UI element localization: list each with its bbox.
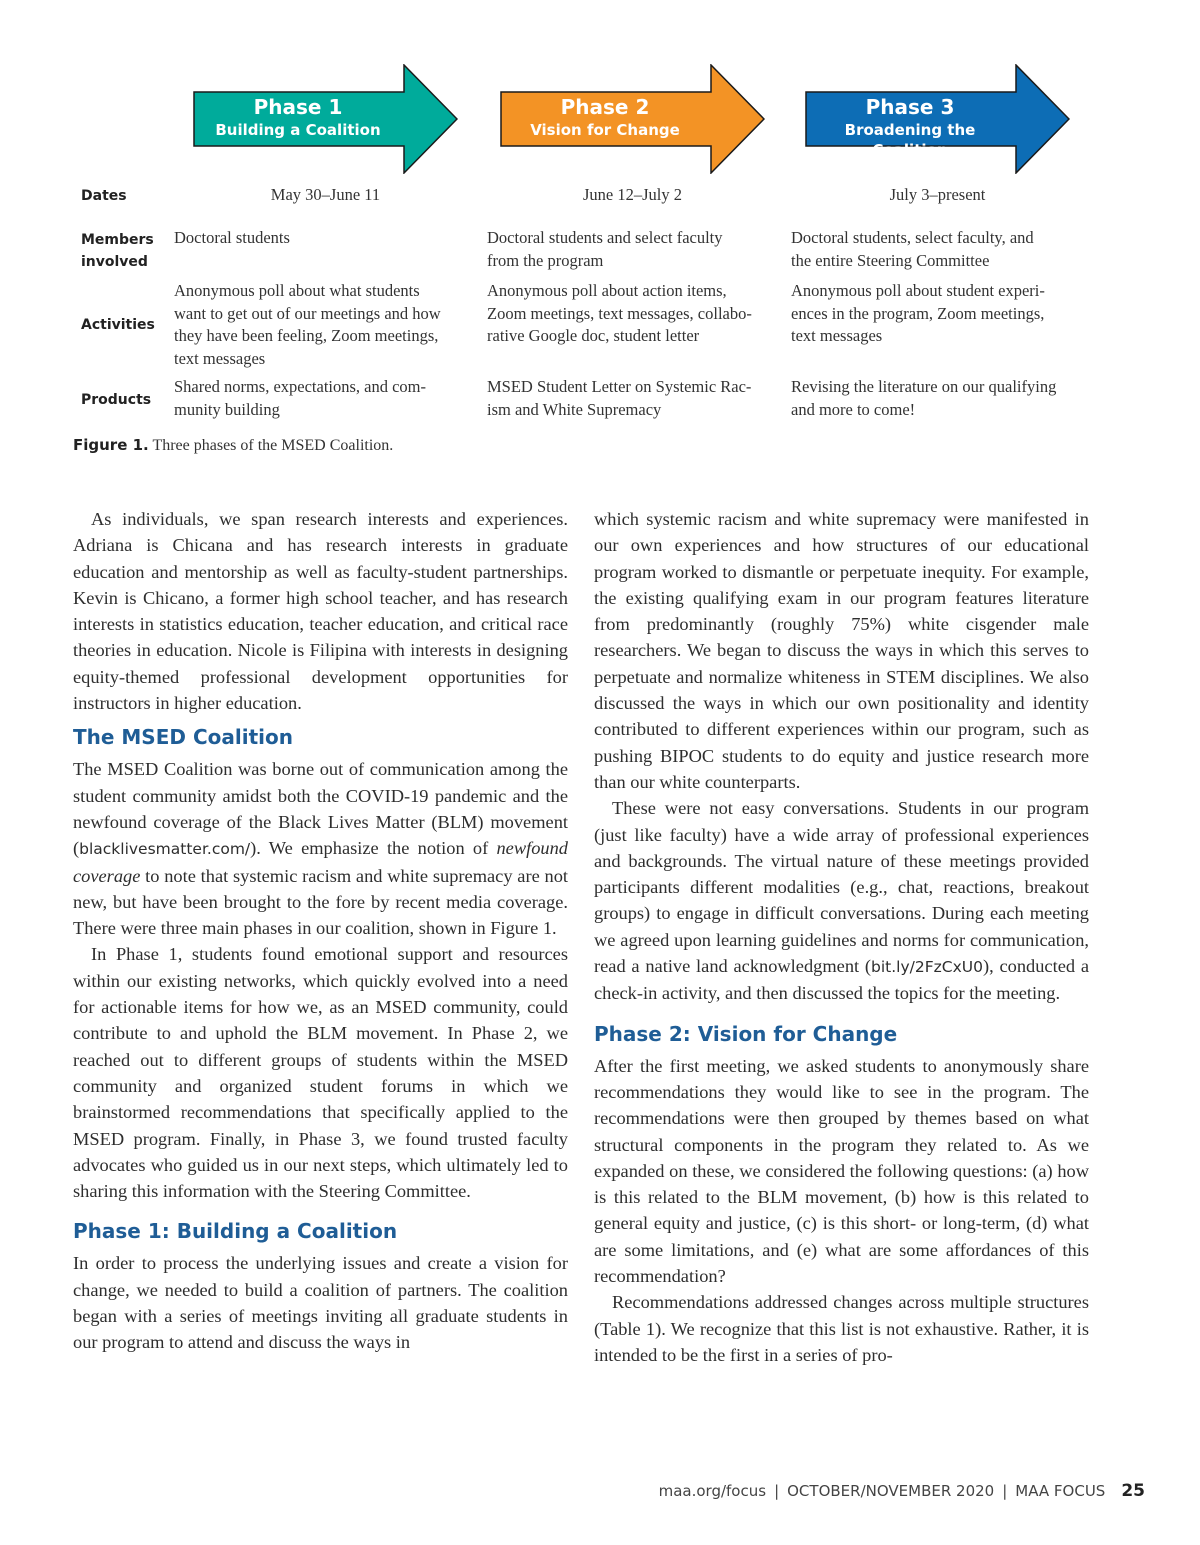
activities-phase-1-line: want to get out of our meetings and how bbox=[174, 303, 441, 323]
products-phase-3-line: Revising the literature on our qualifying bbox=[791, 377, 1057, 396]
paragraph-text: ), conducted a check-in activity, and then discussed the topics for the meeting. bbox=[594, 956, 1089, 1004]
blacklivesmatter-link[interactable]: blacklivesmatter.com/ bbox=[79, 840, 251, 859]
members-phase-2-line: from the program bbox=[487, 250, 604, 270]
products-phase-2-line: ism and White Supremacy bbox=[487, 399, 662, 419]
figure-caption-text: Three phases of the MSED Coalition. bbox=[148, 437, 394, 454]
products-phase-2 bbox=[487, 376, 751, 421]
figure-caption-label: Figure 1. bbox=[73, 436, 149, 454]
phase-2-subtitle: Vision for Change bbox=[530, 121, 680, 139]
date-phase-3: July 3–present bbox=[889, 185, 986, 204]
section-heading-msed-coalition: The MSED Coalition bbox=[73, 725, 293, 750]
row-label-dates: Dates bbox=[81, 188, 127, 204]
paragraph-text: to note that systemic racism and white supremacy are not new, but have been brought to the fore by recent media coverage. There were three main phases in our coalition, shown in Figure 1. bbox=[73, 865, 568, 939]
footer-separator: | bbox=[1002, 1482, 1008, 1500]
phase-3-label bbox=[805, 94, 1015, 160]
activities-phase-1-line: text messages bbox=[174, 348, 266, 368]
section-heading-phase-2: Phase 2: Vision for Change bbox=[594, 1021, 898, 1046]
products-phase-1-line: munity building bbox=[174, 399, 280, 419]
page-number: 25 bbox=[1121, 1481, 1145, 1501]
section-heading-phase-1: Phase 1: Building a Coalition bbox=[73, 1219, 398, 1244]
activities-phase-1 bbox=[174, 280, 441, 370]
row-label-activities: Activities bbox=[81, 317, 155, 333]
products-phase-1 bbox=[174, 376, 426, 421]
activities-phase-3-line: ences in the program, Zoom meetings, bbox=[791, 303, 1045, 323]
members-phase-2-line: Doctoral students and select faculty bbox=[487, 228, 723, 247]
members-phase-1-line: Doctoral students bbox=[174, 228, 290, 247]
page-footer bbox=[659, 1481, 1145, 1501]
products-phase-3-line: and more to come! bbox=[791, 399, 916, 419]
products-phase-2-line: MSED Student Letter on Systemic Rac- bbox=[487, 377, 752, 396]
paragraph bbox=[73, 756, 568, 941]
paragraph: After the first meeting, we asked students to anonymously share recommendations they would like to see in the program. The recommendations were then grouped by themes based on what structural components in the program they related to. As we expanded on these, we considered the following questions: (a) how is this related to the BLM movement, (b) how is this related to general equity and justice, (c) is this short- or long-term, (d) what are some limitations, and (e) what are some affordances of this recommendation? bbox=[594, 1055, 1089, 1287]
phase-2-label bbox=[500, 94, 710, 140]
activities-phase-1-line: Anonymous poll about what students bbox=[174, 281, 420, 300]
activities-phase-2 bbox=[487, 280, 752, 348]
footer-site-link[interactable]: maa.org/focus bbox=[658, 1482, 767, 1500]
members-phase-3 bbox=[791, 227, 1034, 272]
members-phase-3-line: Doctoral students, select faculty, and bbox=[791, 228, 1034, 247]
activities-phase-3-line: text messages bbox=[791, 326, 883, 345]
native-land-link[interactable]: bit.ly/2FzCxU0 bbox=[871, 958, 983, 977]
members-phase-3-line: the entire Steering Committee bbox=[791, 250, 990, 270]
products-phase-1-line: Shared norms, expectations, and com- bbox=[174, 377, 427, 396]
paragraph-text: The MSED Coalition was borne out of communication among the student community amidst both the COVID-19 pandemic and the newfound coverage of the Black Lives Matter (BLM) movement ( bbox=[73, 759, 568, 859]
paragraph: Recommendations addressed changes across multiple structures (Table 1). We recognize that this list is not exhaustive. Rather, it is intended to be the first in a series of pro- bbox=[594, 1292, 1089, 1365]
date-phase-2: June 12–July 2 bbox=[583, 185, 682, 204]
paragraph-text: These were not easy conversations. Students in our program (just like faculty) have a wide array of professional experiences and backgrounds. The virtual nature of these meetings provided participants different modalities (e.g., chat, reactions, breakout groups) to engage in difficult conversations. During each meeting we agreed upon learning guidelines and norms for communication, read a native land acknowledgment ( bbox=[594, 798, 1089, 977]
date-phase-1: May 30–June 11 bbox=[270, 185, 381, 204]
paragraph bbox=[594, 795, 1089, 1006]
paragraph-text: ). We emphasize the notion of bbox=[250, 838, 497, 859]
members-phase-1 bbox=[174, 227, 290, 250]
phase-2-title: Phase 2 bbox=[560, 95, 650, 119]
activities-phase-2-line: rative Google doc, student letter bbox=[487, 326, 700, 345]
activities-phase-3-line: Anonymous poll about student experi- bbox=[791, 281, 1045, 300]
phase-1-arrow bbox=[193, 64, 458, 174]
paragraph: In Phase 1, students found emotional support and resources within our existing networks, which quickly evolved into a need for actionable items for how we, as an MSED community, could contribute to and uphold the BLM movement. In Phase 2, we reached out to different groups of students within the MSED community and organized student forums in which we brainstormed recommendations that specifically applied to the MSED program. Finally, in Phase 3, we found trusted faculty advocates who guided us in our next steps, which ultimately led to sharing this information with the Steering Committee. bbox=[73, 944, 568, 1202]
phase-1-subtitle: Building a Coalition bbox=[215, 121, 381, 139]
products-phase-3 bbox=[791, 376, 1056, 421]
activities-phase-3 bbox=[791, 280, 1045, 348]
phase-2-arrow bbox=[500, 64, 765, 174]
paragraph: which systemic racism and white supremacy were manifested in our own experiences and how structures of our educational program worked to dismantle or perpetuate inequity. For example, the existing qualifying exam in our program features literature from predominantly (roughly 75%) white cisgender male researchers. We began to discuss the ways in which this serves to perpetuate and normalize whiteness in STEM disciplines. We also discussed the ways in which our own positionality and identity contributed to different experiences within our program, such as pushing BIPOC students to do equity and justice research more than our white counterparts. bbox=[594, 509, 1089, 792]
activities-phase-2-line: Zoom meetings, text messages, collabo- bbox=[487, 303, 752, 323]
row-label-products: Products bbox=[81, 392, 152, 408]
footer-separator: | bbox=[774, 1482, 780, 1500]
phase-1-label bbox=[193, 94, 403, 140]
activities-phase-2-line: Anonymous poll about action items, bbox=[487, 281, 727, 300]
paragraph: In order to process the underlying issues and create a vision for change, we needed to build a coalition of partners. The coalition began with a series of meetings inviting all graduate students in our program to attend and discuss the ways in bbox=[73, 1253, 568, 1353]
paragraph: As individuals, we span research interests and experiences. Adriana is Chicana and has research interests in graduate education and mentorship as well as faculty-student partnerships. Kevin is Chicano, a former high school teacher, and has research interests in statistics education, teacher education, and critical race theories in education. Nicole is Filipina with interests in designing equity-themed professional development opportunities for instructors in higher education. bbox=[73, 509, 568, 714]
members-phase-2 bbox=[487, 227, 723, 272]
footer-magazine: MAA FOCUS bbox=[1015, 1482, 1106, 1500]
footer-issue: OCTOBER/NOVEMBER 2020 bbox=[787, 1482, 995, 1500]
phase-3-arrow bbox=[805, 64, 1070, 174]
emphasis-text: newfound coverage bbox=[73, 838, 568, 886]
left-column bbox=[73, 506, 568, 1356]
phase-3-title: Phase 3 bbox=[865, 95, 955, 119]
phase-1-title: Phase 1 bbox=[253, 95, 343, 119]
row-label-members-1: Members bbox=[81, 232, 154, 248]
activities-phase-1-line: they have been feeling, Zoom meetings, bbox=[174, 326, 439, 345]
phase-3-subtitle: Broadening the Coalition bbox=[844, 121, 976, 159]
row-label-members-2: involved bbox=[81, 254, 148, 270]
figure-caption bbox=[73, 436, 393, 455]
right-column bbox=[594, 506, 1089, 1368]
